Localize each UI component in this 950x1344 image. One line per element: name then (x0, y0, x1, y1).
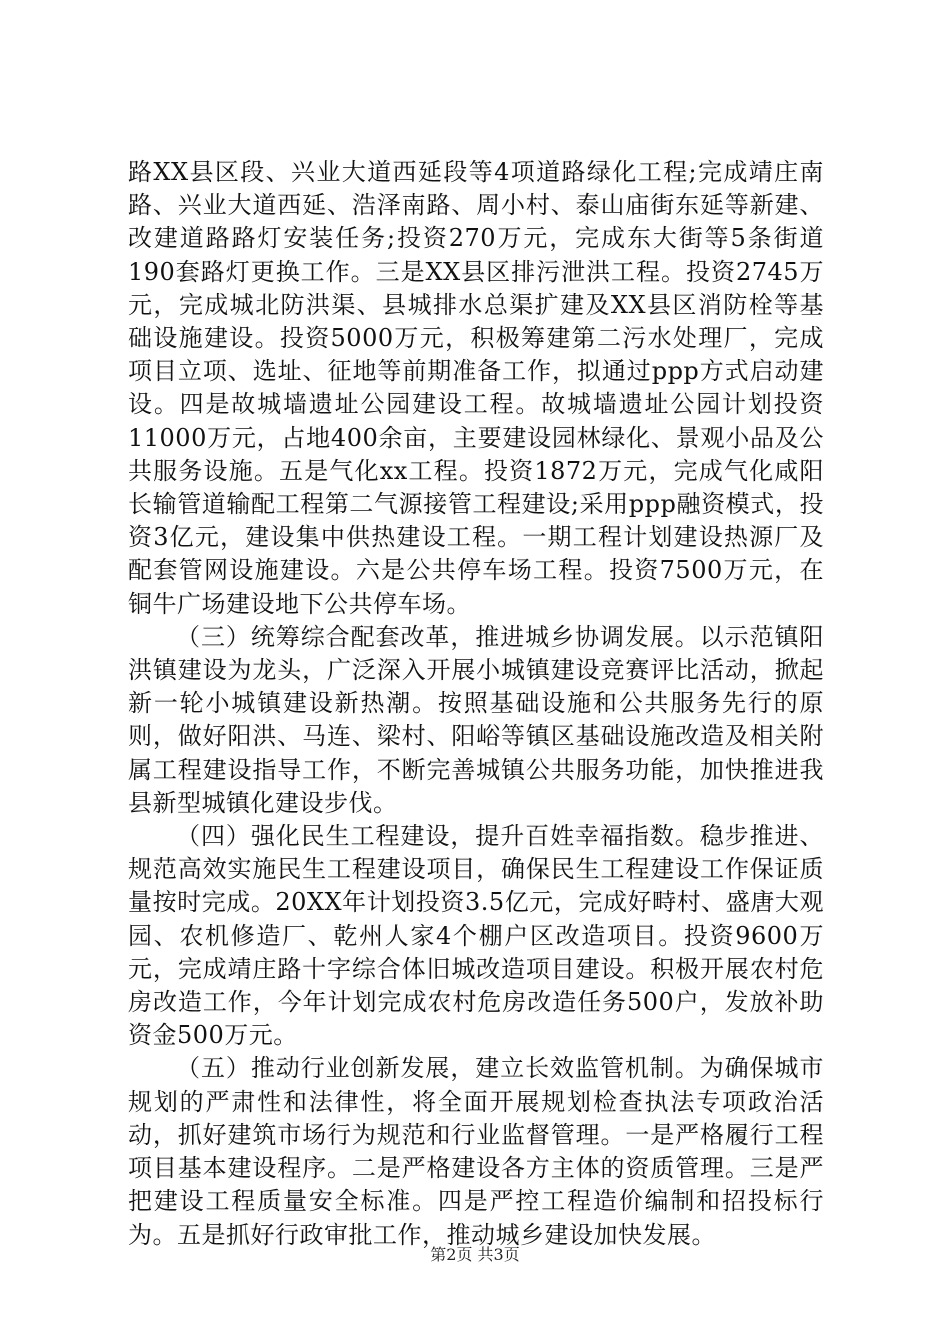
paragraph-section-3: （三）统筹综合配套改革，推进城乡协调发展。以示范镇阳洪镇建设为龙头，广泛深入开展小城镇建设竞赛评比活动，掀起新一轮小城镇建设新热潮。按照基础设施和公共服务先行的原则，做好阳洪、马连、梁村、阳峪等镇区基础设施改造及相关附属工程建设指导工作，不断完善城镇公共服务功能，加快推进我县新型城镇化建设步伐。 (128, 622, 824, 817)
paragraph-section-5: （五）推动行业创新发展，建立长效监管机制。为确保城市规划的严肃性和法律性，将全面开展规划检查执法专项政治活动，抓好建筑市场行为规范和行业监督管理。一是严格履行工程项目基本建设程序。二是严格建设各方主体的资质管理。三是严把建设工程质量安全标准。四是严控工程造价编制和招投标行为。五是抓好行政审批工作，推动城乡建设加快发展。 (128, 1054, 824, 1249)
document-body (128, 156, 824, 1252)
paragraph-section-4: （四）强化民生工程建设，提升百姓幸福指数。稳步推进、规范高效实施民生工程建设项目，确保民生工程建设工作保证质量按时完成。20XX年计划投资3.5亿元，完成好畤村、盛唐大观园、农机修造厂、乾州人家4个棚户区改造项目。投资9600万元，完成靖庄路十字综合体旧城改造项目建设。积极开展农村危房改造工作，今年计划完成农村危房改造任务500户，发放补助资金500万元。 (128, 822, 824, 1050)
paragraph-continuation: 路XX县区段、兴业大道西延段等4项道路绿化工程;完成靖庄南路、兴业大道西延、浩泽南路、周小村、泰山庙街东延等新建、改建道路路灯安装任务;投资270万元，完成东大街等5条街道190套路灯更换工作。三是XX县区排污泄洪工程。投资2745万元，完成城北防洪渠、县城排水总渠扩建及XX县区消防栓等基础设施建设。投资5000万元，积极筹建第二污水处理厂，完成项目立项、选址、征地等前期准备工作，拟通过ppp方式启动建设。四是故城墙遗址公园建设工程。故城墙遗址公园计划投资11000万元，占地400余亩，主要建设园林绿化、景观小品及公共服务设施。五是气化xx工程。投资1872万元，完成气化咸阳长输管道输配工程第二气源接管工程建设;采用ppp融资模式，投资3亿元，建设集中供热建设工程。一期工程计划建设热源厂及配套管网设施建设。六是公共停车场工程。投资7500万元，在铜牛广场建设地下公共停车场。 (128, 158, 824, 618)
page-footer: 第2页 共3页 (430, 1245, 520, 1264)
